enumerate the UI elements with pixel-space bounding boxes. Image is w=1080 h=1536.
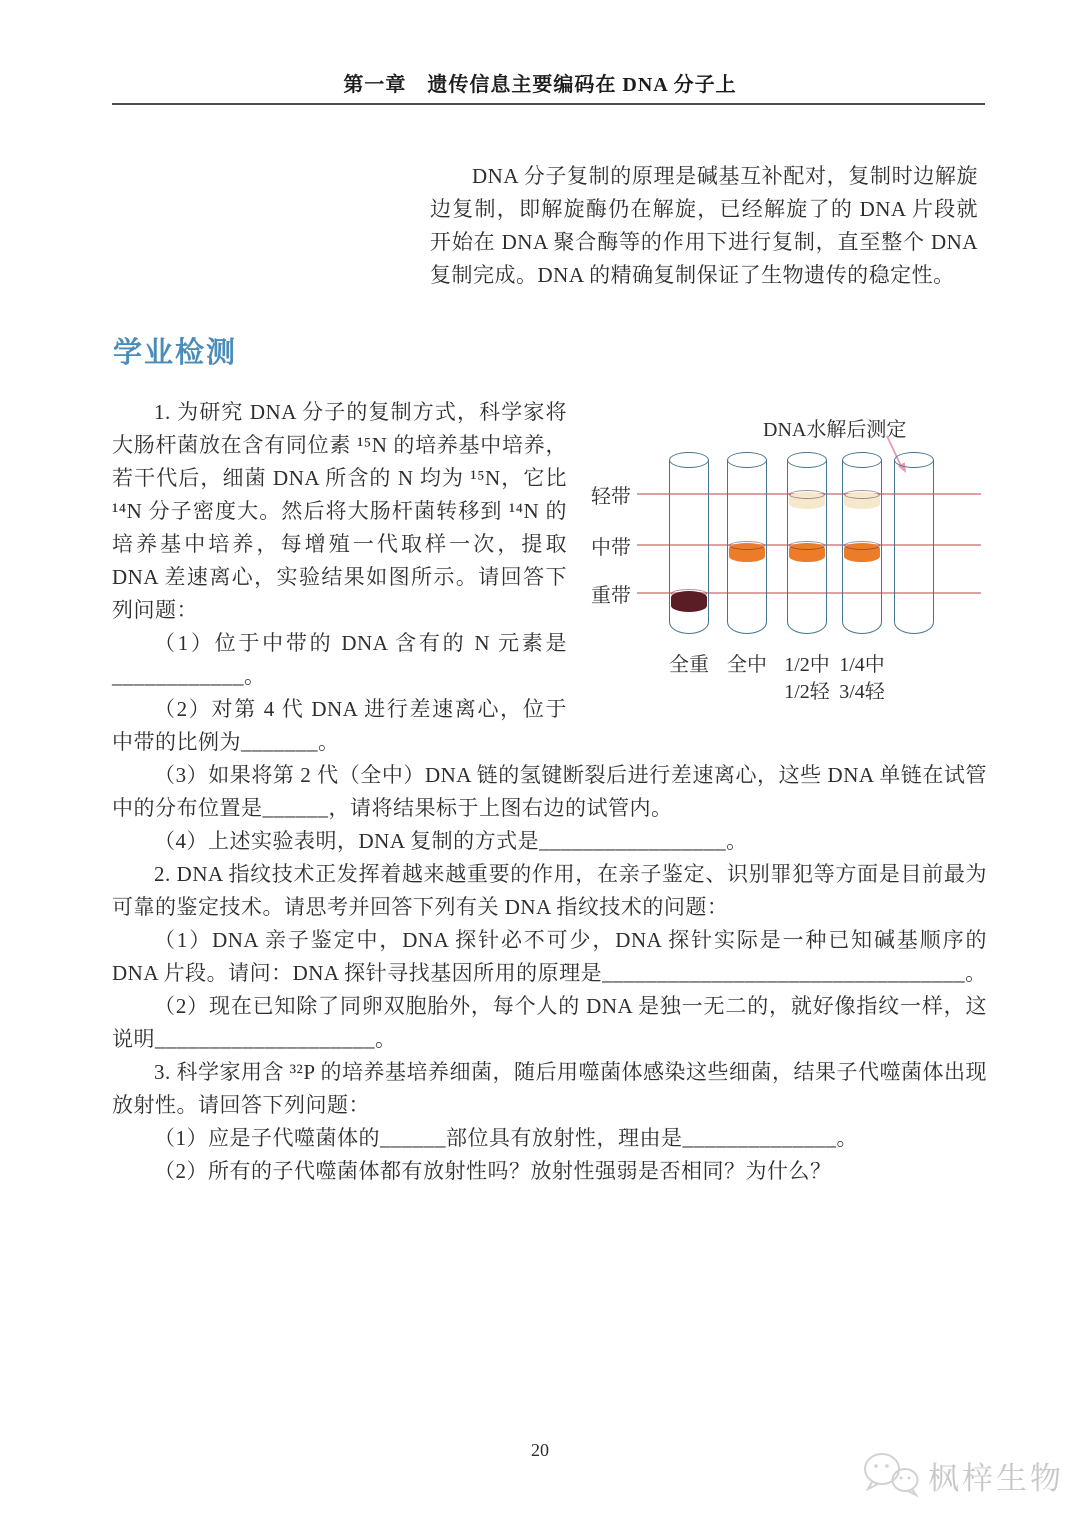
tube-all-heavy: [669, 452, 709, 634]
tube-opening: [727, 452, 767, 468]
q2-text: 2. DNA 指纹技术正发挥着越来越重要的作用，在亲子鉴定、识别罪犯等方面是目前最为可靠的鉴定技术。请思考并回答下列有关 DNA 指纹技术的问题：: [112, 862, 987, 919]
question-area: [112, 396, 987, 1188]
tube-empty-answer: [894, 452, 934, 634]
row-label-heavy: 重带: [591, 585, 631, 607]
tube-label-line: 3/4轻: [839, 681, 885, 703]
q1-sub1: （1）位于中带的 DNA 含有的 N 元素是____________。: [112, 631, 567, 688]
watermark: [860, 1448, 1064, 1502]
watermark-text: 枫梓生物: [928, 1460, 1064, 1496]
tube-opening: [842, 452, 882, 468]
row-label-middle: 中带: [591, 537, 631, 559]
tube-opening: [894, 452, 934, 468]
tube-opening: [669, 452, 709, 468]
q1-text: 1. 为研究 DNA 分子的复制方式，科学家将大肠杆菌放在含有同位素 ¹⁵N 的培养基中培养，若干代后，细菌 DNA 所含的 N 均为 ¹⁵N，它比 ¹⁴N 分子密度大。然后将大肠杆菌转移到 ¹⁴N 的培养基中培养，每增殖一代取样一次，提取 DNA 差速离心，实验结果如图所示。请回答下列问题：: [112, 400, 567, 622]
chapter-header: 第一章 遗传信息主要编码在 DNA 分子上: [343, 74, 737, 96]
page-number: 20: [531, 1440, 549, 1460]
q3-sub1: （1）应是子代噬菌体的______部位具有放射性，理由是______________。: [154, 1126, 858, 1150]
tube-opening: [787, 452, 827, 468]
q1-sub3: （3）如果将第 2 代（全中）DNA 链的氢键断裂后进行差速离心，这些 DNA 单链在试管中的分布位置是______，请将结果标于上图右边的试管内。: [112, 763, 987, 820]
q1-sub2: （2）对第 4 代 DNA 进行差速离心，位于中带的比例为_______。: [112, 697, 567, 754]
wechat-bubbles-icon: [860, 1448, 922, 1502]
band-medium: [844, 543, 880, 562]
q3-text: 3. 科学家用含 ³²P 的培养基培养细菌，随后用噬菌体感染这些细菌，结果子代噬菌体出现放射性。请回答下列问题：: [112, 1060, 987, 1117]
band-light: [844, 492, 880, 509]
row-label-light: 轻带: [591, 486, 631, 508]
intro-paragraph: DNA 分子复制的原理是碱基互补配对，复制时边解旋边复制，即解旋酶仍在解旋，已经解旋了的 DNA 片段就开始在 DNA 聚合酶等的作用下进行复制，直至整个 DNA 复制完成。DNA 的精确复制保证了生物遗传的稳定性。: [430, 164, 978, 287]
q3-sub2: （2）所有的子代噬菌体都有放射性吗？放射性强弱是否相同？为什么？: [154, 1159, 832, 1183]
section-title: 学业检测: [113, 337, 238, 369]
band-medium: [729, 543, 765, 562]
tube-label-quarter: [824, 652, 900, 706]
tube-all-medium: [727, 452, 767, 634]
q2-sub1: （1）DNA 亲子鉴定中，DNA 探针必不可少，DNA 探针实际是一种已知碱基顺序的 DNA 片段。请问：DNA 探针寻找基因所用的原理是_________________________________。: [112, 928, 987, 985]
tube-label-line: 全重: [669, 654, 709, 676]
q2-sub2: （2）现在已知除了同卵双胞胎外，每个人的 DNA 是独一无二的，就好像指纹一样，这说明____________________。: [112, 994, 987, 1051]
tube-body: [894, 460, 934, 634]
tube-label-line: 全中: [727, 654, 767, 676]
header-rule: [112, 103, 985, 105]
band-heavy: [671, 591, 707, 612]
band-light: [789, 492, 825, 509]
tube-label-line: 1/4中: [839, 654, 885, 676]
q1-sub4: （4）上述实验表明，DNA 复制的方式是_________________。: [154, 829, 748, 853]
band-medium: [789, 543, 825, 562]
tube-half-medium-half-light: [787, 452, 827, 634]
centrifuge-diagram: [585, 412, 987, 722]
tube-label-line: 1/2轻: [784, 681, 830, 703]
tube-label-line: 1/2中: [784, 654, 830, 676]
tube-quarter-medium: [842, 452, 882, 634]
diagram-annotation: DNA水解后测定: [763, 419, 907, 441]
